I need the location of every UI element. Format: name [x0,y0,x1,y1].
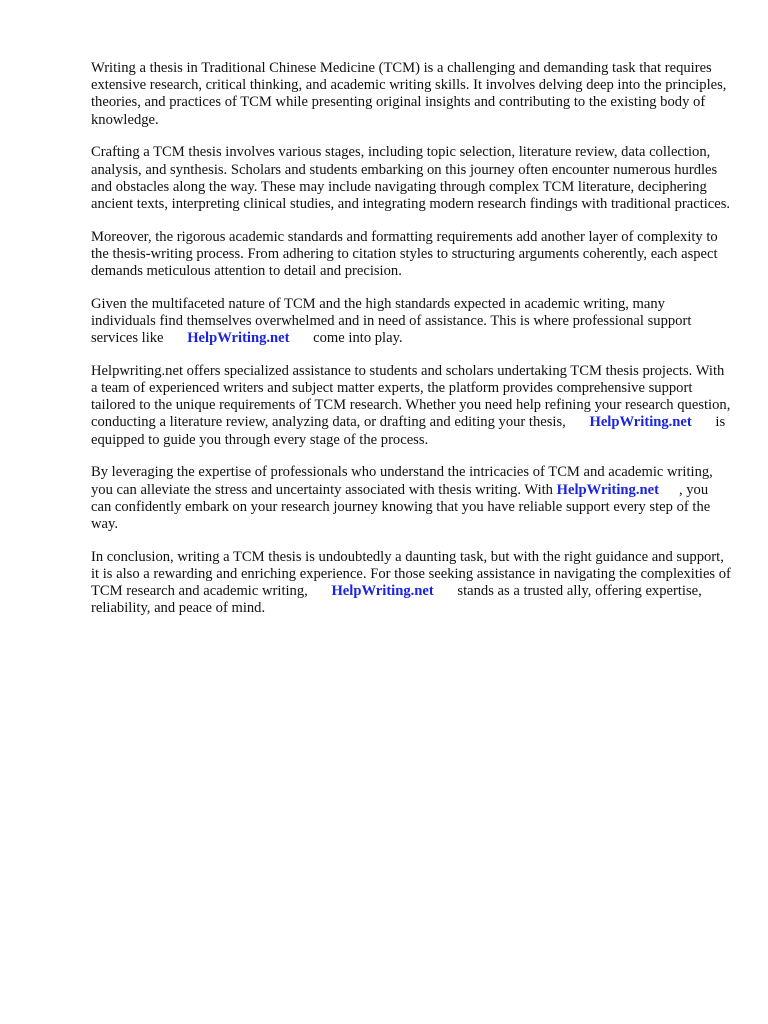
paragraph-conclusion-text-before: In conclusion, writing a TCM thesis is undoubtedly a daunting task, but with the right guidance and support, it is also a rewarding and enriching experience. For those seeking assistance in navigating the complexities of TCM research and academic writing, [91,548,731,600]
document-body [91,60,731,633]
paragraph-stages [91,144,731,213]
paragraph-conclusion [91,549,731,618]
paragraph-conclusion-text-after: stands as a trusted ally, offering expertise, reliability, and peace of mind. [91,583,702,617]
paragraph-leverage-text-after: , you can confidently embark on your research journey knowing that you have reliable support every step of the way. [91,481,711,532]
helpwriting-link-2[interactable]: HelpWriting.net [589,414,692,431]
helpwriting-link-1[interactable]: HelpWriting.net [187,330,290,347]
paragraph-leverage-text-before: By leveraging the expertise of professionals who understand the intricacies of TCM and academic writing, you can alleviate the stress and uncertainty associated with thesis writing. With [91,464,713,498]
paragraph-services-text-before: Helpwriting.net offers specialized assistance to students and scholars undertaking TCM thesis projects. With a team of experienced writers and subject matter experts, the platform provides comprehensive support tailored to the unique requirements of TCM research. Whether you need help refining your research question, conducting a literature review, analyzing data, or drafting and editing your thesis, [91,362,731,431]
paragraph-intro-text: Writing a thesis in Traditional Chinese Medicine (TCM) is a challenging and demanding task that requires extensive research, critical thinking, and academic writing skills. It involves delving deep into the principles, theories, and practices of TCM while presenting original insights and contributing to the existing body of knowledge. [91,60,727,128]
paragraph-assistance-text-before: Given the multifaceted nature of TCM and the high standards expected in academic writing, many individuals find themselves overwhelmed and in need of assistance. This is where professional support services like [91,295,692,347]
paragraph-intro [91,60,731,129]
paragraph-standards-text: Moreover, the rigorous academic standards and formatting requirements add another layer of complexity to the thesis-writing process. From adhering to citation styles to structuring arguments coherently, each aspect demands meticulous attention to detail and precision. [91,228,718,280]
paragraph-services-text-after: is equipped to guide you through every stage of the process. [91,414,726,448]
helpwriting-link-3[interactable]: HelpWriting.net [556,481,659,498]
paragraph-assistance-text-after: come into play. [313,330,403,347]
paragraph-services [91,363,731,449]
helpwriting-link-4[interactable]: HelpWriting.net [331,583,434,600]
paragraph-leverage [91,464,731,533]
paragraph-assistance [91,296,731,348]
paragraph-standards [91,229,731,281]
paragraph-stages-text: Crafting a TCM thesis involves various stages, including topic selection, literature review, data collection, analysis, and synthesis. Scholars and students embarking on this journey often encounter numerous hurdles and obstacles along the way. These may include navigating through complex TCM literature, deciphering ancient texts, interpreting clinical studies, and integrating modern research findings with traditional practices. [91,144,731,212]
